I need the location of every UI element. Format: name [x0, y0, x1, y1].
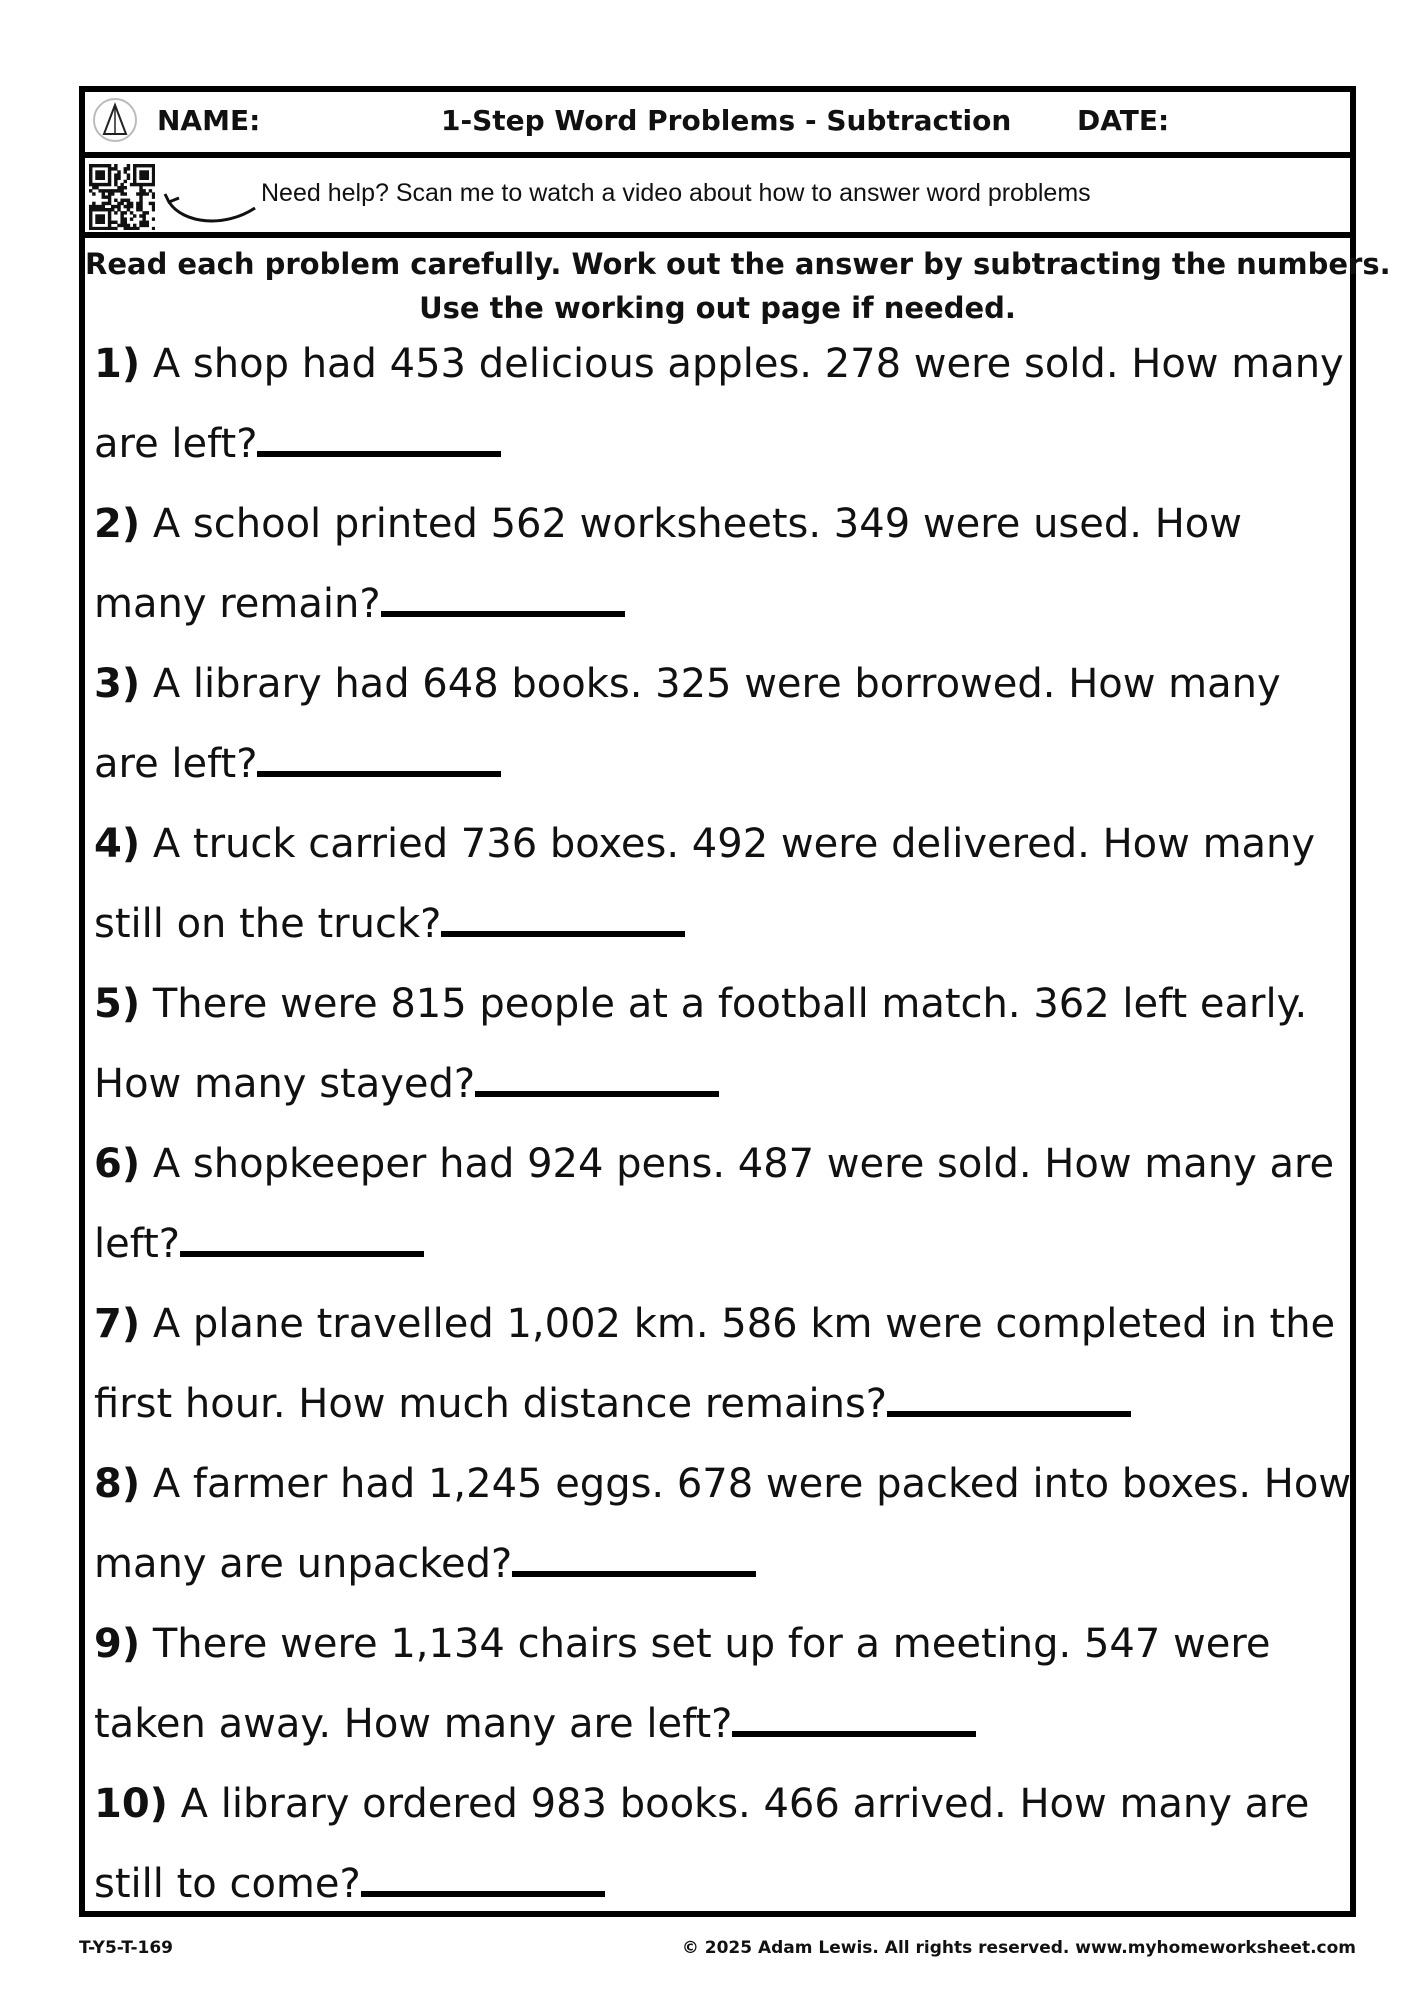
header-bar: [85, 92, 1350, 158]
problem-text: first hour. How much distance remains?: [94, 1381, 888, 1427]
problem-text: A library ordered 983 books. 466 arrived. How many are: [180, 1781, 1310, 1827]
problem-number: 9): [94, 1621, 141, 1667]
answer-line[interactable]: [381, 583, 625, 617]
problem-4-line-1: [94, 804, 1334, 884]
answer-line[interactable]: [257, 423, 501, 457]
problem-9-line-1: [94, 1604, 1334, 1684]
answer-line[interactable]: [887, 1383, 1131, 1417]
problem-text: are left?: [94, 421, 258, 467]
problem-9-line-2: [94, 1684, 1334, 1764]
problem-10-line-2: [94, 1844, 1334, 1924]
problem-number: 7): [94, 1301, 141, 1347]
answer-line[interactable]: [180, 1223, 424, 1257]
instructions-line-1: Read each problem carefully. Work out the answer by subtracting the numbers.: [85, 247, 1391, 281]
problem-text: A truck carried 736 boxes. 492 were delivered. How many: [152, 821, 1316, 867]
problem-list: [94, 324, 1352, 1924]
worksheet-title: 1-Step Word Problems - Subtraction: [441, 104, 1012, 137]
problem-7-line-2: [94, 1364, 1334, 1444]
problem-1-line-2: [94, 404, 1334, 484]
problem-number: 8): [94, 1461, 141, 1507]
problem-4-line-2: [94, 884, 1334, 964]
problem-6-line-1: [94, 1124, 1334, 1204]
problem-text: There were 815 people at a football match. 362 left early.: [152, 981, 1308, 1027]
answer-line[interactable]: [441, 903, 685, 937]
problem-5-line-2: [94, 1044, 1334, 1124]
problem-2-line-1: [94, 484, 1334, 564]
problem-text: A plane travelled 1,002 km. 586 km were completed in the: [152, 1301, 1336, 1347]
problem-text: A school printed 562 worksheets. 349 were used. How: [152, 501, 1242, 547]
problem-text: still to come?: [94, 1861, 361, 1907]
answer-line[interactable]: [512, 1543, 756, 1577]
answer-line[interactable]: [257, 743, 501, 777]
problem-6-line-2: [94, 1204, 1334, 1284]
worksheet-code: T-Y5-T-169: [79, 1938, 173, 1958]
problem-8-line-2: [94, 1524, 1334, 1604]
problem-text: How many stayed?: [94, 1061, 476, 1107]
problem-text: left?: [94, 1221, 181, 1267]
problem-number: 2): [94, 501, 141, 547]
problem-1-line-1: [94, 324, 1344, 404]
problem-number: 3): [94, 661, 141, 707]
answer-line[interactable]: [475, 1063, 719, 1097]
problem-5-line-1: [94, 964, 1334, 1044]
problem-number: 10): [94, 1781, 168, 1827]
problem-2-line-2: [94, 564, 1334, 644]
problem-text: A shop had 453 delicious apples. 278 were sold. How many: [152, 341, 1344, 387]
qr-code-icon[interactable]: [89, 164, 155, 230]
date-label: DATE:: [1077, 104, 1170, 137]
copyright-footer: © 2025 Adam Lewis. All rights reserved. www.myhomeworksheet.com: [681, 1938, 1356, 1958]
help-text: Need help? Scan me to watch a video about how to answer word problems: [261, 179, 1091, 207]
problem-text: still on the truck?: [94, 901, 442, 947]
logo-triangle-icon: [93, 98, 137, 142]
name-label: NAME:: [157, 104, 261, 137]
instructions: [85, 242, 1391, 330]
problem-8-line-1: [94, 1444, 1352, 1524]
problem-number: 4): [94, 821, 141, 867]
problem-3-line-2: [94, 724, 1334, 804]
problem-text: taken away. How many are left?: [94, 1701, 733, 1747]
problem-10-line-1: [94, 1764, 1334, 1844]
answer-line[interactable]: [732, 1703, 976, 1737]
problem-number: 5): [94, 981, 141, 1027]
problem-text: are left?: [94, 741, 258, 787]
problem-text: many remain?: [94, 581, 381, 627]
problem-text: A library had 648 books. 325 were borrowed. How many: [152, 661, 1281, 707]
answer-line[interactable]: [361, 1863, 605, 1897]
problem-number: 6): [94, 1141, 141, 1187]
help-strip: [85, 158, 1350, 238]
problem-7-line-1: [94, 1284, 1334, 1364]
problem-number: 1): [94, 341, 141, 387]
worksheet: [79, 86, 1391, 1917]
problem-text: A farmer had 1,245 eggs. 678 were packed into boxes. How: [152, 1461, 1352, 1507]
problem-3-line-1: [94, 644, 1334, 724]
problem-text: many are unpacked?: [94, 1541, 513, 1587]
problem-text: There were 1,134 chairs set up for a meeting. 547 were: [152, 1621, 1271, 1667]
problem-text: A shopkeeper had 924 pens. 487 were sold. How many are: [152, 1141, 1335, 1187]
instructions-line-2: Use the working out page if needed.: [419, 291, 1016, 325]
